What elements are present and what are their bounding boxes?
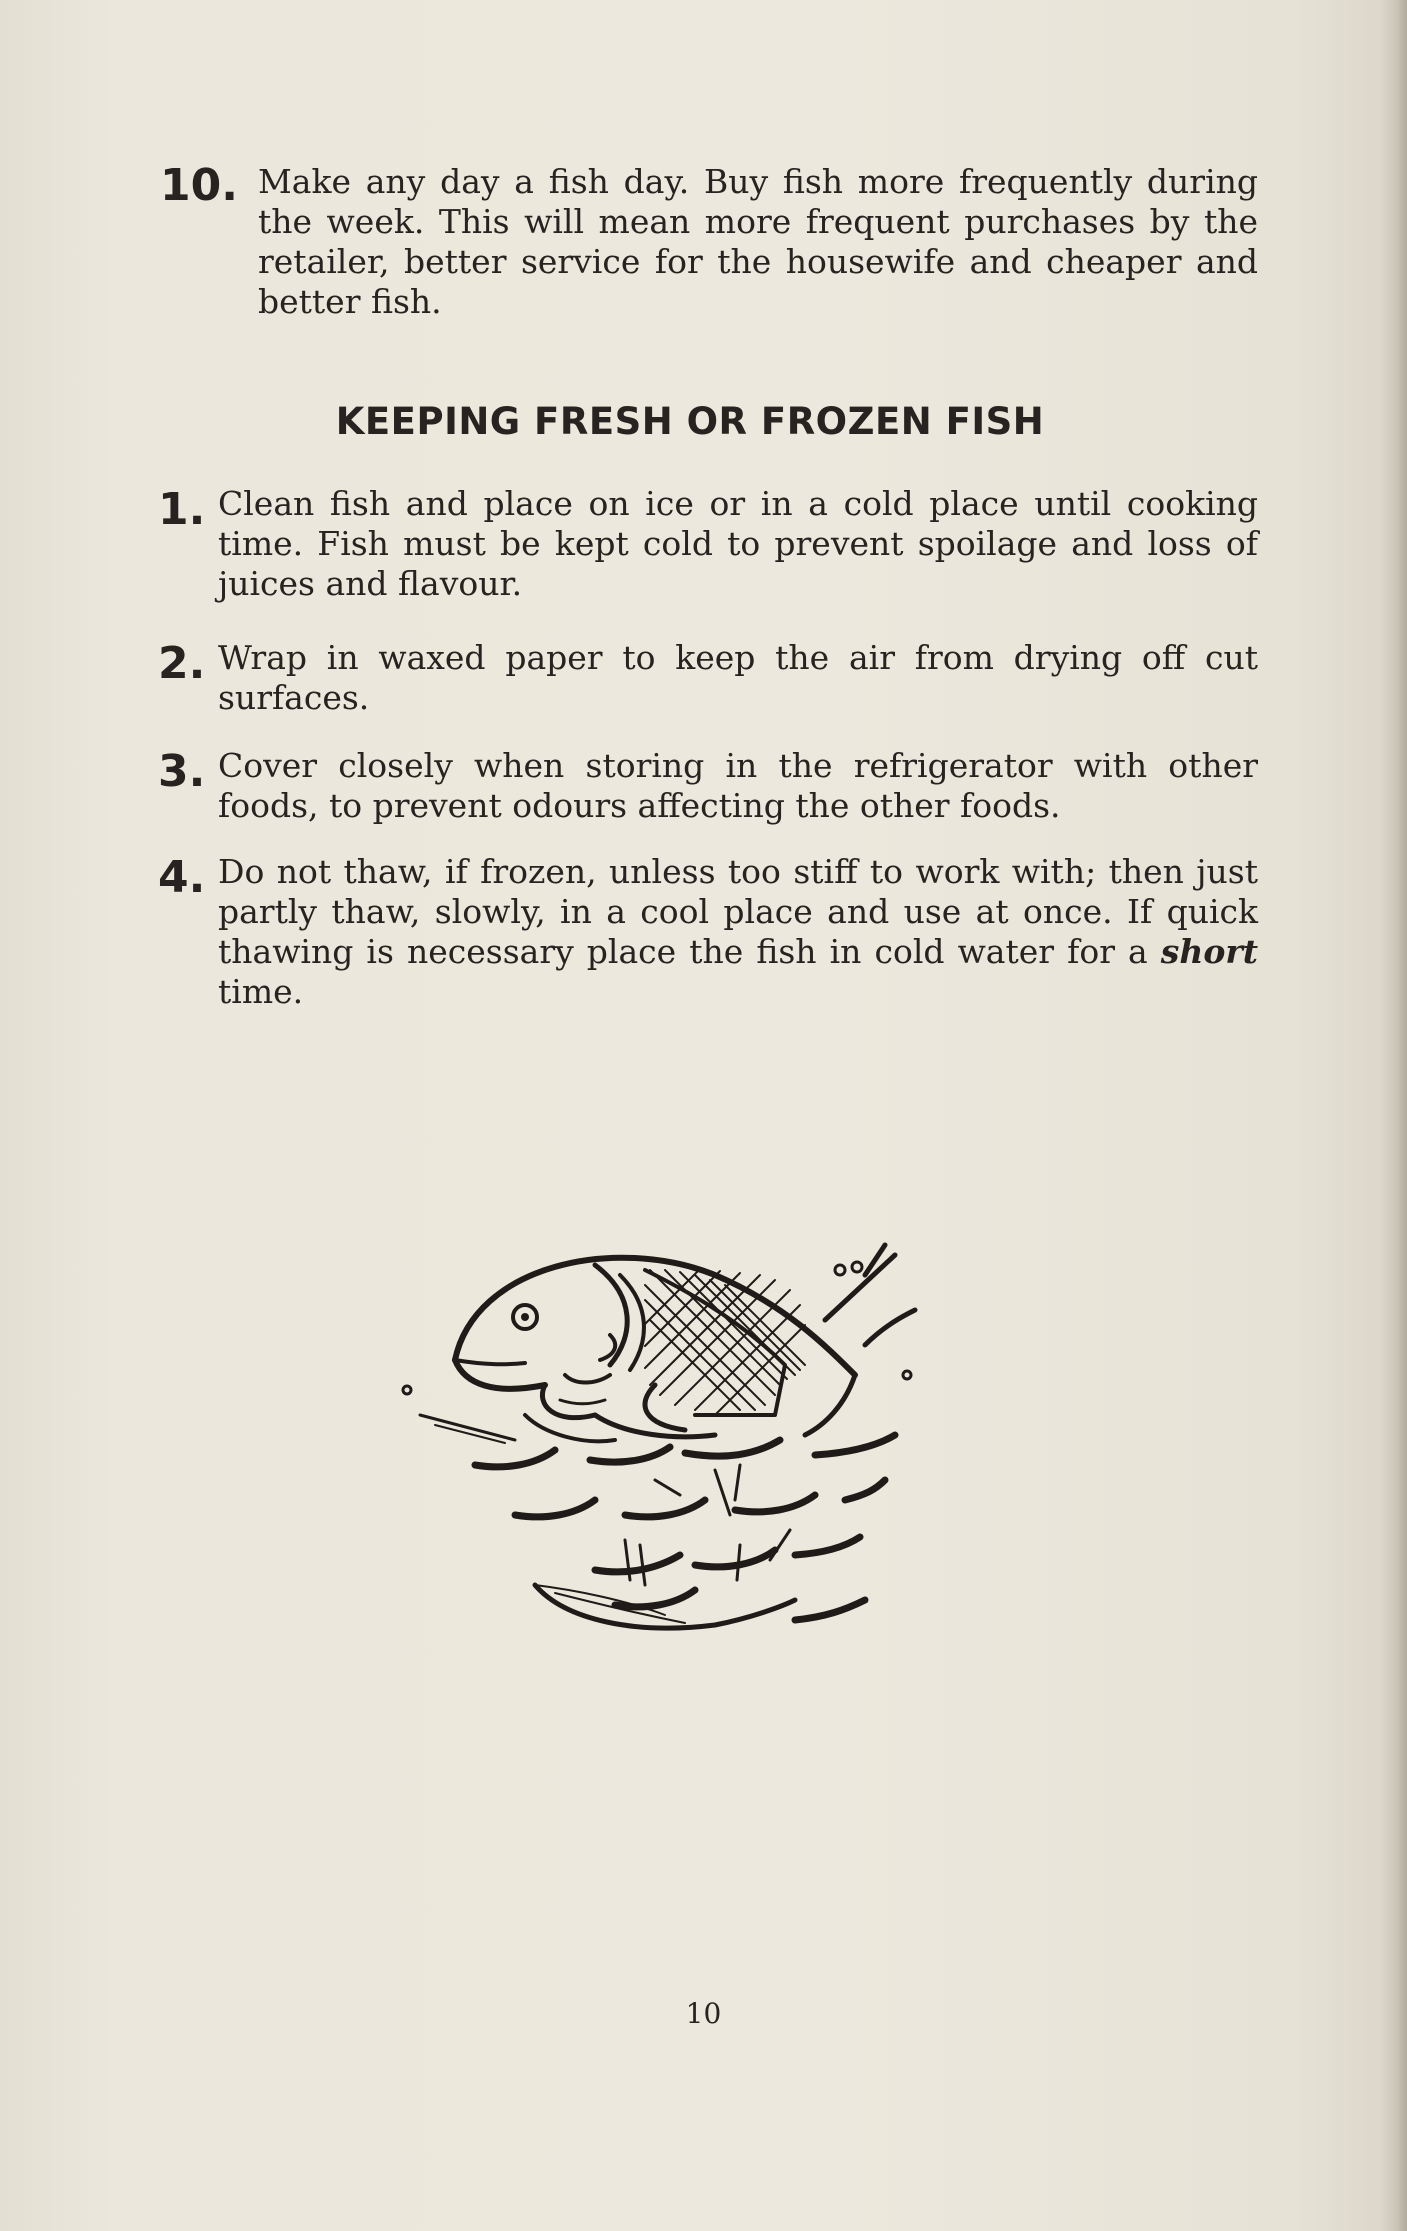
item-text: Cover closely when storing in the refrigerator with other foods, to prevent odours affecting the other foods. (218, 746, 1258, 825)
item-text: Make any day a fish day. Buy fish more frequently during the week. This will mean more frequent purchases by the retailer, better service for the housewife and cheaper and better fish. (258, 162, 1258, 321)
section-heading: KEEPING FRESH OR FROZEN FISH (335, 400, 1045, 443)
item-number: 10. (160, 160, 238, 211)
item-number: 3. (158, 746, 206, 797)
item-number: 2. (158, 638, 206, 689)
list-item-4 (158, 852, 1258, 1012)
item-text: Wrap in waxed paper to keep the air from drying off cut surfaces. (218, 638, 1258, 717)
item-text-after: time. (218, 972, 304, 1011)
list-item-2 (158, 638, 1258, 718)
list-item-10 (160, 162, 1260, 322)
item-text-before: Do not thaw, if frozen, unless too stiff to work with; then just partly thaw, slowly, in a cool place and use at once. If quick thawing is necessary place the fish in cold water for a (218, 852, 1258, 971)
item-text-emphasis: short (1160, 932, 1258, 971)
jumping-fish-icon (395, 1225, 995, 1665)
list-item-3 (158, 746, 1258, 826)
item-number: 1. (158, 484, 206, 535)
list-item-1 (158, 484, 1258, 604)
item-text (218, 852, 1258, 1012)
page-spine-shadow (1381, 0, 1407, 2231)
page-number: 10 (685, 1997, 722, 2030)
item-text: Clean fish and place on ice or in a cold place until cooking time. Fish must be kept cold to prevent spoilage and loss of juices and flavour. (218, 484, 1258, 603)
item-number: 4. (158, 852, 206, 903)
